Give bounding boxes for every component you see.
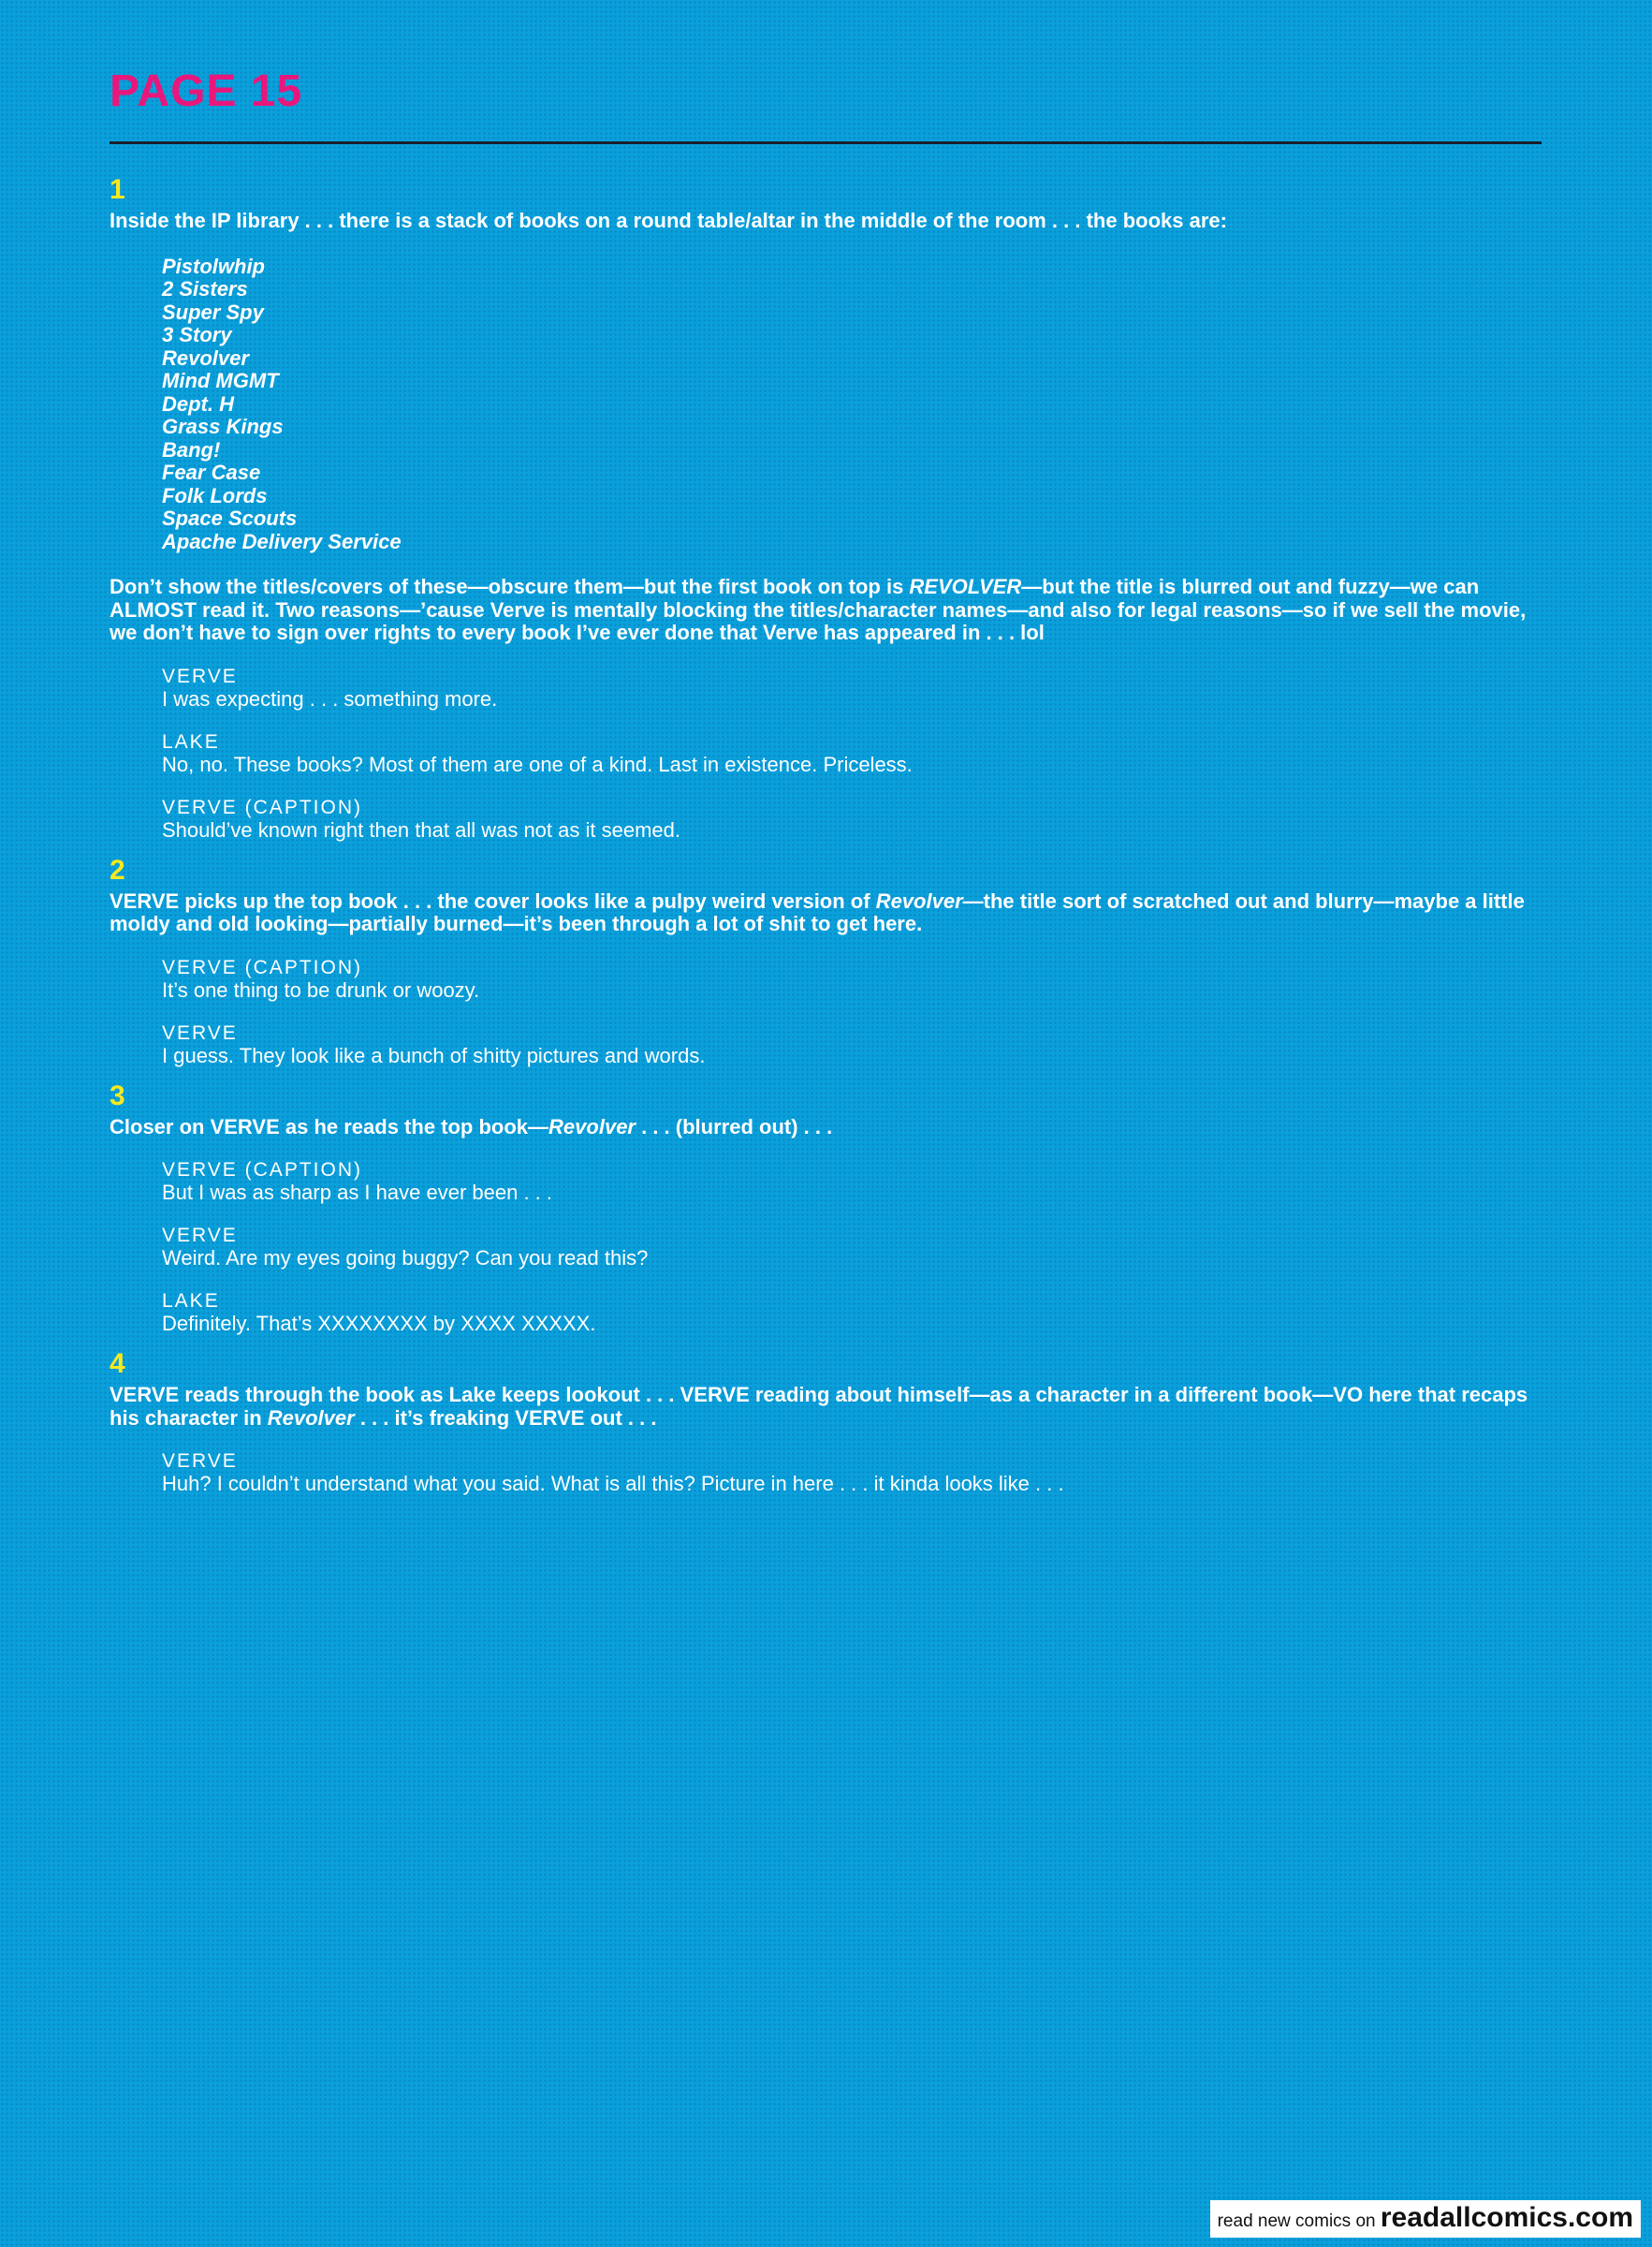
panel-1	[110, 174, 1556, 842]
book-title: Grass Kings	[162, 415, 284, 438]
dialogue-line: Definitely. That’s XXXXXXXX by XXXX XXXXX.	[162, 1312, 596, 1335]
panel-description	[110, 1116, 1556, 1139]
book-title: Bang!	[162, 437, 221, 462]
speaker-name: VERVE	[162, 1021, 238, 1044]
dialogue-block	[162, 1450, 1556, 1495]
panel-2	[110, 855, 1556, 1067]
dialogue-block	[162, 1225, 1556, 1270]
book-list	[162, 256, 1556, 554]
title-divider	[110, 141, 1542, 144]
dialogue-line: It’s one thing to be drunk or woozy.	[162, 977, 480, 1002]
dialogue-block	[162, 1022, 1556, 1067]
book-title: Apache Delivery Service	[162, 529, 402, 553]
book-title: Super Spy	[162, 300, 264, 324]
book-title: Revolver	[162, 345, 249, 370]
speaker-name: VERVE	[162, 665, 238, 687]
dialogue-line: I guess. They look like a bunch of shitty pictures and words.	[162, 1043, 706, 1067]
description-text: —the title sort of scratched out and blurry—maybe a little moldy and old looking—partially burned—it’s been through a lot of shit to get here.	[110, 889, 1525, 935]
speaker-name: VERVE	[162, 1225, 238, 1246]
dialogue-block	[162, 731, 1556, 776]
panel-description-note	[110, 576, 1556, 645]
description-emphasis: Revolver	[875, 889, 963, 913]
speaker-name: VERVE (CAPTION)	[162, 1159, 362, 1181]
description-emphasis: Revolver	[267, 1405, 355, 1430]
book-title: Dept. H	[162, 391, 234, 416]
dialogue-block	[162, 666, 1556, 711]
dialogue-line: Weird. Are my eyes going buggy? Can you read this?	[162, 1246, 649, 1270]
panel-number: 2	[110, 854, 125, 886]
panel-number: 1	[110, 174, 125, 205]
description-text: VERVE picks up the top book . . . the cover looks like a pulpy weird version of	[110, 889, 876, 913]
dialogue-line: No, no. These books? Most of them are one of a kind. Last in existence. Priceless.	[162, 752, 913, 776]
note-text: —but the title is blurred out and fuzzy—we can ALMOST read it. Two reasons—’cause Verve is mentally blocking the titles/character names—and also for legal reasons—so if we sell the movie, we don’t have to sign over rights to every book I’ve ever done that Verve has appeared in . . . lol	[110, 575, 1527, 644]
script-content	[110, 174, 1556, 1495]
description-text: VERVE reads through the book as Lake keeps lookout . . . VERVE reading about himself—as a character in a different book—VO here that recaps his character in	[110, 1383, 1528, 1430]
book-title: Pistolwhip	[162, 254, 265, 278]
dialogue-line: But I was as sharp as I have ever been . . .	[162, 1181, 553, 1204]
panel-description: Inside the IP library . . . there is a stack of books on a round table/altar in the middle of the room . . . the books are:	[110, 209, 1227, 232]
speaker-name: VERVE	[162, 1450, 238, 1472]
book-title: 3 Story	[162, 323, 232, 346]
panel-description	[110, 890, 1556, 936]
description-text: . . . (blurred out) . . .	[636, 1114, 833, 1138]
speaker-name: VERVE (CAPTION)	[162, 956, 362, 978]
book-title: Folk Lords	[162, 483, 268, 507]
description-text: . . . it’s freaking VERVE out . . .	[354, 1405, 657, 1430]
description-emphasis: Revolver	[548, 1114, 636, 1138]
dialogue-line: I was expecting . . . something more.	[162, 686, 498, 711]
book-title: Mind MGMT	[162, 369, 279, 392]
dialogue-block	[162, 1159, 1556, 1204]
book-title: Fear Case	[162, 461, 261, 484]
page-title: PAGE 15	[110, 66, 303, 116]
speaker-name: LAKE	[162, 730, 220, 753]
book-title: Space Scouts	[162, 507, 298, 530]
book-title: 2 Sisters	[162, 277, 248, 301]
dialogue-line: Should’ve known right then that all was not as it seemed.	[162, 817, 680, 842]
watermark-prefix: read new comics on	[1217, 2211, 1381, 2231]
dialogue-block	[162, 957, 1556, 1002]
dialogue-line: Huh? I couldn’t understand what you said. What is all this? Picture in here . . . it kinda looks like . . .	[162, 1472, 1064, 1495]
panel-3	[110, 1080, 1556, 1336]
speaker-name: VERVE (CAPTION)	[162, 796, 362, 818]
dialogue-block	[162, 1290, 1556, 1335]
note-emphasis: REVOLVER	[909, 575, 1022, 598]
description-text: Closer on VERVE as he reads the top book—	[110, 1114, 549, 1138]
panel-number: 4	[110, 1348, 125, 1379]
panel-description	[110, 1384, 1556, 1430]
watermark-link[interactable]	[1210, 2200, 1641, 2238]
speaker-name: LAKE	[162, 1290, 220, 1312]
panel-number: 3	[110, 1079, 125, 1111]
watermark-site: readallcomics.com	[1380, 2202, 1633, 2233]
dialogue-block	[162, 797, 1556, 842]
note-text: Don’t show the titles/covers of these—obscure them—but the first book on top is	[110, 575, 910, 598]
panel-4	[110, 1348, 1556, 1495]
